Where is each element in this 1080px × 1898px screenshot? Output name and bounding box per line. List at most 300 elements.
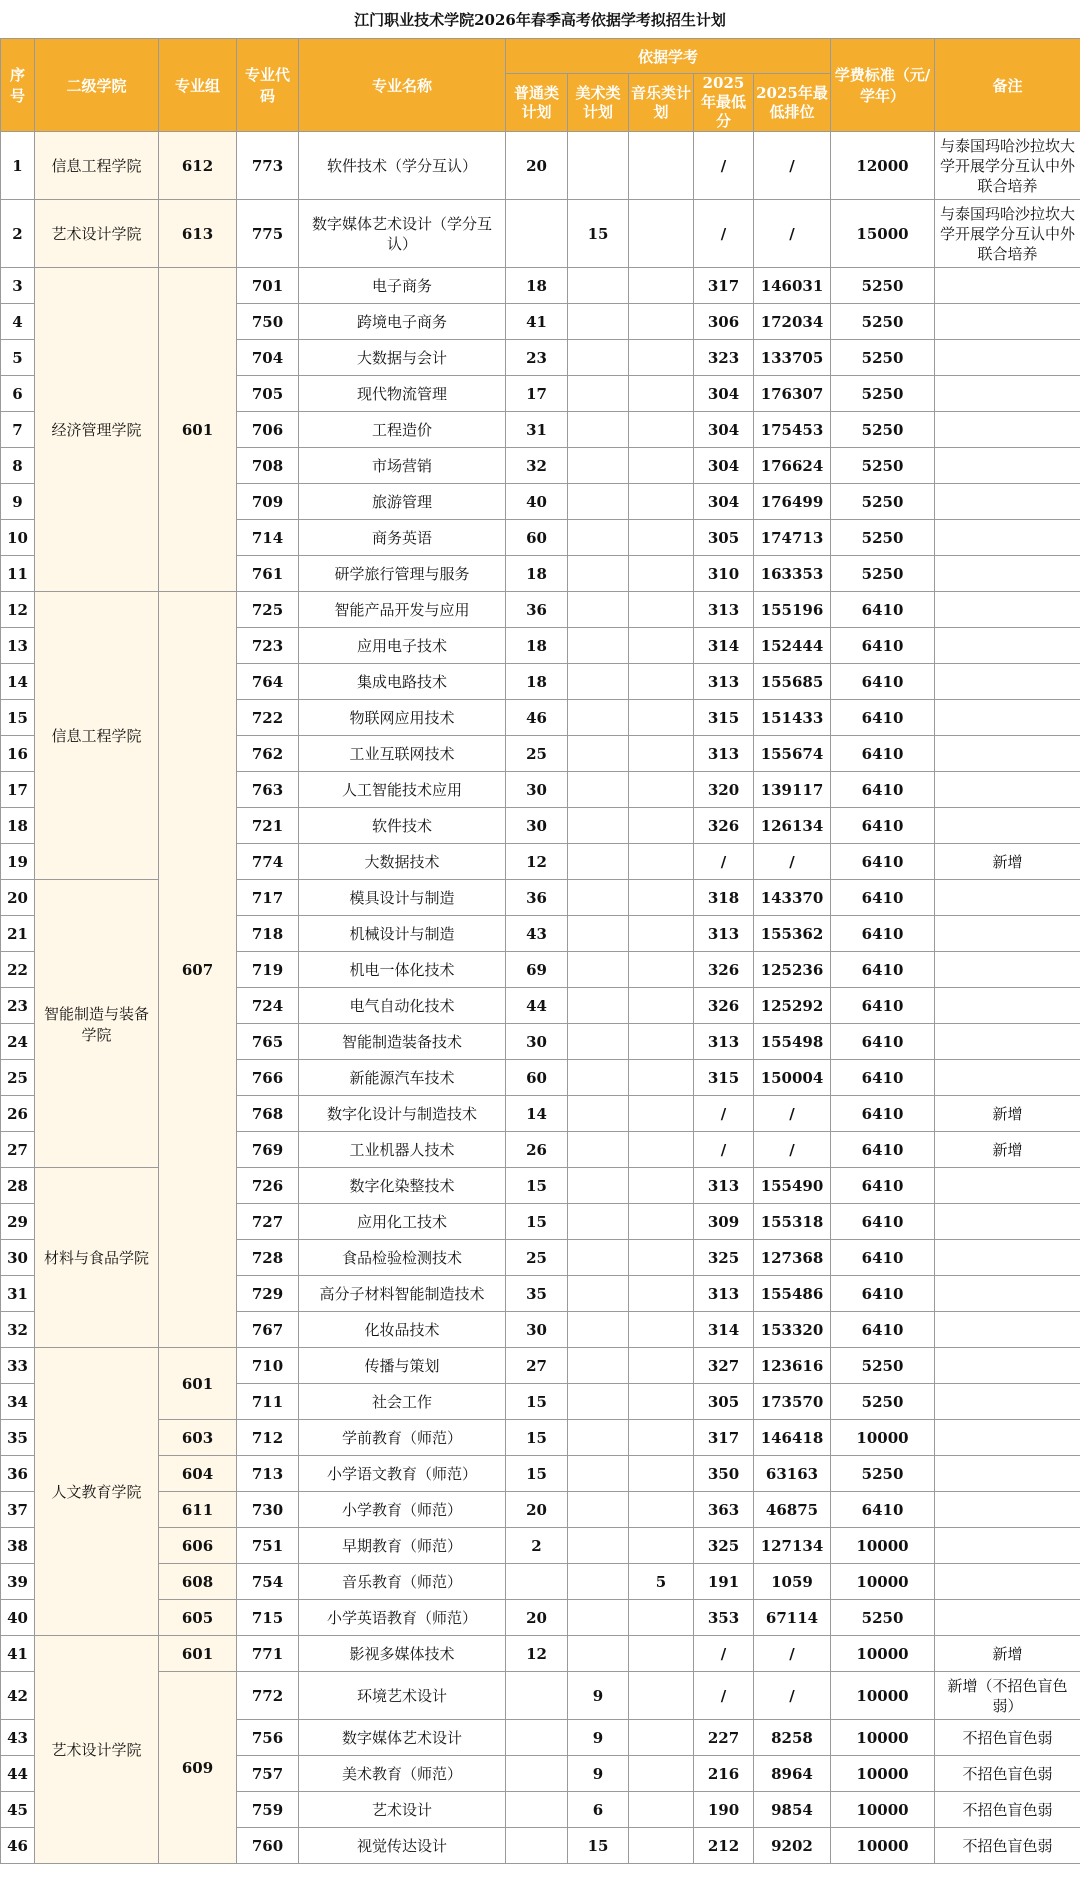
general-plan: 15 xyxy=(506,1204,568,1240)
row-seq: 4 xyxy=(1,304,35,340)
row-seq: 22 xyxy=(1,952,35,988)
art-plan xyxy=(568,268,629,304)
music-plan xyxy=(629,1720,694,1756)
header-basis: 依据学考 xyxy=(506,39,831,74)
art-plan xyxy=(568,988,629,1024)
remark xyxy=(935,1420,1080,1456)
music-plan xyxy=(629,736,694,772)
min-score: 326 xyxy=(694,988,754,1024)
min-score: 315 xyxy=(694,1060,754,1096)
tuition-fee: 6410 xyxy=(831,808,935,844)
general-plan: 69 xyxy=(506,952,568,988)
art-plan xyxy=(568,1636,629,1672)
tuition-fee: 6410 xyxy=(831,1132,935,1168)
remark: 不招色盲色弱 xyxy=(935,1792,1080,1828)
min-score: 313 xyxy=(694,664,754,700)
row-seq: 29 xyxy=(1,1204,35,1240)
min-rank: 176624 xyxy=(754,448,831,484)
min-rank: / xyxy=(754,1636,831,1672)
row-seq: 23 xyxy=(1,988,35,1024)
min-rank: 155498 xyxy=(754,1024,831,1060)
major-code: 710 xyxy=(237,1348,299,1384)
major-name: 音乐教育（师范） xyxy=(299,1564,506,1600)
art-plan xyxy=(568,628,629,664)
art-plan xyxy=(568,1060,629,1096)
tuition-fee: 10000 xyxy=(831,1636,935,1672)
art-plan: 6 xyxy=(568,1792,629,1828)
major-code: 704 xyxy=(237,340,299,376)
min-rank: 123616 xyxy=(754,1348,831,1384)
min-score: 313 xyxy=(694,1168,754,1204)
tuition-fee: 5250 xyxy=(831,412,935,448)
remark xyxy=(935,1492,1080,1528)
min-rank: / xyxy=(754,1096,831,1132)
min-score: 317 xyxy=(694,1420,754,1456)
general-plan xyxy=(506,1792,568,1828)
remark xyxy=(935,736,1080,772)
general-plan: 46 xyxy=(506,700,568,736)
general-plan: 20 xyxy=(506,132,568,200)
major-code: 766 xyxy=(237,1060,299,1096)
general-plan: 2 xyxy=(506,1528,568,1564)
general-plan: 12 xyxy=(506,844,568,880)
music-plan xyxy=(629,1756,694,1792)
table-header xyxy=(1,39,1080,132)
music-plan xyxy=(629,1096,694,1132)
music-plan xyxy=(629,1060,694,1096)
art-plan xyxy=(568,376,629,412)
general-plan: 41 xyxy=(506,304,568,340)
college-cell: 材料与食品学院 xyxy=(35,1168,159,1348)
row-seq: 37 xyxy=(1,1492,35,1528)
major-code: 762 xyxy=(237,736,299,772)
major-code: 763 xyxy=(237,772,299,808)
general-plan: 18 xyxy=(506,268,568,304)
general-plan: 14 xyxy=(506,1096,568,1132)
major-name: 环境艺术设计 xyxy=(299,1672,506,1720)
general-plan: 32 xyxy=(506,448,568,484)
major-name: 小学教育（师范） xyxy=(299,1492,506,1528)
major-code: 773 xyxy=(237,132,299,200)
min-rank: 155196 xyxy=(754,592,831,628)
tuition-fee: 10000 xyxy=(831,1672,935,1720)
group-cell: 601 xyxy=(159,268,237,592)
general-plan: 40 xyxy=(506,484,568,520)
group-cell: 605 xyxy=(159,1600,237,1636)
tuition-fee: 6410 xyxy=(831,1204,935,1240)
table-row xyxy=(1,1492,1080,1528)
major-name: 工业机器人技术 xyxy=(299,1132,506,1168)
tuition-fee: 6410 xyxy=(831,1492,935,1528)
remark: 不招色盲色弱 xyxy=(935,1828,1080,1864)
general-plan xyxy=(506,1756,568,1792)
row-seq: 15 xyxy=(1,700,35,736)
page-title: 江门职业技术学院2026年春季高考依据学考拟招生计划 xyxy=(354,10,726,29)
major-name: 工业互联网技术 xyxy=(299,736,506,772)
music-plan xyxy=(629,592,694,628)
tuition-fee: 6410 xyxy=(831,844,935,880)
min-rank: 176499 xyxy=(754,484,831,520)
group-cell: 606 xyxy=(159,1528,237,1564)
min-rank: 127368 xyxy=(754,1240,831,1276)
tuition-fee: 5250 xyxy=(831,1456,935,1492)
min-rank: 175453 xyxy=(754,412,831,448)
major-name: 影视多媒体技术 xyxy=(299,1636,506,1672)
major-code: 757 xyxy=(237,1756,299,1792)
min-score: 313 xyxy=(694,592,754,628)
general-plan: 60 xyxy=(506,520,568,556)
art-plan xyxy=(568,592,629,628)
major-code: 717 xyxy=(237,880,299,916)
tuition-fee: 5250 xyxy=(831,1384,935,1420)
tuition-fee: 6410 xyxy=(831,1276,935,1312)
table-row xyxy=(1,132,1080,200)
remark xyxy=(935,1564,1080,1600)
major-name: 跨境电子商务 xyxy=(299,304,506,340)
min-rank: 8964 xyxy=(754,1756,831,1792)
major-name: 艺术设计 xyxy=(299,1792,506,1828)
major-code: 709 xyxy=(237,484,299,520)
art-plan: 15 xyxy=(568,1828,629,1864)
min-rank: / xyxy=(754,844,831,880)
art-plan xyxy=(568,1456,629,1492)
general-plan: 44 xyxy=(506,988,568,1024)
min-score: 318 xyxy=(694,880,754,916)
music-plan xyxy=(629,1672,694,1720)
major-name: 模具设计与制造 xyxy=(299,880,506,916)
general-plan: 18 xyxy=(506,628,568,664)
tuition-fee: 6410 xyxy=(831,952,935,988)
major-name: 食品检验检测技术 xyxy=(299,1240,506,1276)
tuition-fee: 5250 xyxy=(831,1600,935,1636)
major-code: 775 xyxy=(237,200,299,268)
min-score: 304 xyxy=(694,484,754,520)
major-code: 765 xyxy=(237,1024,299,1060)
min-score: 310 xyxy=(694,556,754,592)
row-seq: 14 xyxy=(1,664,35,700)
music-plan xyxy=(629,132,694,200)
row-seq: 9 xyxy=(1,484,35,520)
tuition-fee: 6410 xyxy=(831,1060,935,1096)
tuition-fee: 10000 xyxy=(831,1720,935,1756)
min-rank: 8258 xyxy=(754,1720,831,1756)
min-rank: / xyxy=(754,1132,831,1168)
major-code: 719 xyxy=(237,952,299,988)
general-plan xyxy=(506,1564,568,1600)
remark xyxy=(935,1528,1080,1564)
header-college: 二级学院 xyxy=(35,39,159,132)
major-name: 学前教育（师范） xyxy=(299,1420,506,1456)
min-score: 304 xyxy=(694,448,754,484)
music-plan xyxy=(629,520,694,556)
major-code: 727 xyxy=(237,1204,299,1240)
min-rank: 46875 xyxy=(754,1492,831,1528)
row-seq: 42 xyxy=(1,1672,35,1720)
remark xyxy=(935,592,1080,628)
row-seq: 36 xyxy=(1,1456,35,1492)
min-score: 313 xyxy=(694,916,754,952)
art-plan xyxy=(568,1276,629,1312)
tuition-fee: 6410 xyxy=(831,1168,935,1204)
major-code: 729 xyxy=(237,1276,299,1312)
music-plan xyxy=(629,484,694,520)
header-code: 专业代码 xyxy=(237,39,299,132)
general-plan: 23 xyxy=(506,340,568,376)
min-score: 363 xyxy=(694,1492,754,1528)
min-score: / xyxy=(694,844,754,880)
major-code: 712 xyxy=(237,1420,299,1456)
major-code: 768 xyxy=(237,1096,299,1132)
tuition-fee: 6410 xyxy=(831,736,935,772)
min-rank: 150004 xyxy=(754,1060,831,1096)
min-score: 227 xyxy=(694,1720,754,1756)
major-name: 社会工作 xyxy=(299,1384,506,1420)
row-seq: 11 xyxy=(1,556,35,592)
table-row xyxy=(1,1348,1080,1384)
major-code: 728 xyxy=(237,1240,299,1276)
general-plan: 36 xyxy=(506,592,568,628)
major-name: 数字化设计与制造技术 xyxy=(299,1096,506,1132)
general-plan: 15 xyxy=(506,1384,568,1420)
min-score: 353 xyxy=(694,1600,754,1636)
min-rank: 133705 xyxy=(754,340,831,376)
table-row xyxy=(1,1600,1080,1636)
major-code: 767 xyxy=(237,1312,299,1348)
major-name: 大数据技术 xyxy=(299,844,506,880)
college-cell: 智能制造与装备学院 xyxy=(35,880,159,1168)
general-plan: 17 xyxy=(506,376,568,412)
music-plan xyxy=(629,340,694,376)
art-plan xyxy=(568,1240,629,1276)
min-score: 320 xyxy=(694,772,754,808)
remark xyxy=(935,412,1080,448)
art-plan xyxy=(568,1132,629,1168)
min-rank: 152444 xyxy=(754,628,831,664)
major-code: 708 xyxy=(237,448,299,484)
major-code: 769 xyxy=(237,1132,299,1168)
general-plan: 30 xyxy=(506,808,568,844)
tuition-fee: 6410 xyxy=(831,628,935,664)
music-plan xyxy=(629,880,694,916)
remark: 不招色盲色弱 xyxy=(935,1756,1080,1792)
general-plan xyxy=(506,1720,568,1756)
general-plan xyxy=(506,1672,568,1720)
major-name: 旅游管理 xyxy=(299,484,506,520)
art-plan xyxy=(568,736,629,772)
min-rank: 155490 xyxy=(754,1168,831,1204)
major-name: 数字媒体艺术设计（学分互认） xyxy=(299,200,506,268)
min-rank: 155674 xyxy=(754,736,831,772)
major-name: 工程造价 xyxy=(299,412,506,448)
tuition-fee: 10000 xyxy=(831,1420,935,1456)
major-code: 705 xyxy=(237,376,299,412)
major-name: 商务英语 xyxy=(299,520,506,556)
music-plan xyxy=(629,1792,694,1828)
remark xyxy=(935,1384,1080,1420)
row-seq: 16 xyxy=(1,736,35,772)
min-score: 327 xyxy=(694,1348,754,1384)
min-rank: 163353 xyxy=(754,556,831,592)
remark xyxy=(935,1024,1080,1060)
group-cell: 608 xyxy=(159,1564,237,1600)
row-seq: 6 xyxy=(1,376,35,412)
tuition-fee: 6410 xyxy=(831,592,935,628)
major-code: 761 xyxy=(237,556,299,592)
group-cell: 603 xyxy=(159,1420,237,1456)
remark: 新增 xyxy=(935,1636,1080,1672)
row-seq: 40 xyxy=(1,1600,35,1636)
general-plan: 20 xyxy=(506,1492,568,1528)
header-note: 备注 xyxy=(935,39,1080,132)
min-rank: 146418 xyxy=(754,1420,831,1456)
remark xyxy=(935,700,1080,736)
tuition-fee: 5250 xyxy=(831,376,935,412)
row-seq: 3 xyxy=(1,268,35,304)
min-rank: 125236 xyxy=(754,952,831,988)
min-rank: 155362 xyxy=(754,916,831,952)
major-code: 724 xyxy=(237,988,299,1024)
row-seq: 33 xyxy=(1,1348,35,1384)
remark xyxy=(935,1060,1080,1096)
major-name: 机电一体化技术 xyxy=(299,952,506,988)
remark xyxy=(935,304,1080,340)
tuition-fee: 5250 xyxy=(831,268,935,304)
music-plan xyxy=(629,1132,694,1168)
tuition-fee: 6410 xyxy=(831,880,935,916)
major-name: 现代物流管理 xyxy=(299,376,506,412)
remark: 新增 xyxy=(935,1096,1080,1132)
music-plan xyxy=(629,1312,694,1348)
min-score: 314 xyxy=(694,628,754,664)
art-plan xyxy=(568,556,629,592)
major-name: 智能产品开发与应用 xyxy=(299,592,506,628)
min-rank: 174713 xyxy=(754,520,831,556)
music-plan xyxy=(629,700,694,736)
tuition-fee: 10000 xyxy=(831,1828,935,1864)
min-rank: 155318 xyxy=(754,1204,831,1240)
general-plan: 18 xyxy=(506,664,568,700)
major-name: 机械设计与制造 xyxy=(299,916,506,952)
remark xyxy=(935,664,1080,700)
art-plan xyxy=(568,132,629,200)
min-rank: 63163 xyxy=(754,1456,831,1492)
row-seq: 21 xyxy=(1,916,35,952)
major-code: 711 xyxy=(237,1384,299,1420)
art-plan xyxy=(568,916,629,952)
major-name: 应用电子技术 xyxy=(299,628,506,664)
art-plan xyxy=(568,1492,629,1528)
general-plan: 30 xyxy=(506,772,568,808)
music-plan xyxy=(629,1168,694,1204)
general-plan: 26 xyxy=(506,1132,568,1168)
major-name: 软件技术 xyxy=(299,808,506,844)
table-row xyxy=(1,1420,1080,1456)
table-row xyxy=(1,592,1080,628)
min-score: / xyxy=(694,132,754,200)
tuition-fee: 6410 xyxy=(831,1240,935,1276)
art-plan: 9 xyxy=(568,1720,629,1756)
remark xyxy=(935,1276,1080,1312)
row-seq: 26 xyxy=(1,1096,35,1132)
general-plan: 43 xyxy=(506,916,568,952)
major-code: 715 xyxy=(237,1600,299,1636)
header-art: 美术类计划 xyxy=(568,74,629,132)
row-seq: 1 xyxy=(1,132,35,200)
remark xyxy=(935,628,1080,664)
tuition-fee: 5250 xyxy=(831,304,935,340)
table-row xyxy=(1,268,1080,304)
min-rank: 155685 xyxy=(754,664,831,700)
remark xyxy=(935,1456,1080,1492)
major-name: 数字化染整技术 xyxy=(299,1168,506,1204)
tuition-fee: 6410 xyxy=(831,1096,935,1132)
min-score: 305 xyxy=(694,1384,754,1420)
row-seq: 5 xyxy=(1,340,35,376)
row-seq: 20 xyxy=(1,880,35,916)
min-score: 191 xyxy=(694,1564,754,1600)
min-rank: 176307 xyxy=(754,376,831,412)
major-name: 市场营销 xyxy=(299,448,506,484)
art-plan xyxy=(568,1600,629,1636)
major-code: 764 xyxy=(237,664,299,700)
row-seq: 34 xyxy=(1,1384,35,1420)
music-plan: 5 xyxy=(629,1564,694,1600)
general-plan: 25 xyxy=(506,736,568,772)
general-plan: 18 xyxy=(506,556,568,592)
major-name: 美术教育（师范） xyxy=(299,1756,506,1792)
min-score: 216 xyxy=(694,1756,754,1792)
group-cell: 612 xyxy=(159,132,237,200)
general-plan: 27 xyxy=(506,1348,568,1384)
art-plan xyxy=(568,880,629,916)
row-seq: 24 xyxy=(1,1024,35,1060)
major-code: 772 xyxy=(237,1672,299,1720)
row-seq: 45 xyxy=(1,1792,35,1828)
row-seq: 2 xyxy=(1,200,35,268)
art-plan: 9 xyxy=(568,1672,629,1720)
major-code: 756 xyxy=(237,1720,299,1756)
general-plan: 20 xyxy=(506,1600,568,1636)
min-rank: 151433 xyxy=(754,700,831,736)
row-seq: 27 xyxy=(1,1132,35,1168)
tuition-fee: 6410 xyxy=(831,664,935,700)
art-plan xyxy=(568,1168,629,1204)
row-seq: 19 xyxy=(1,844,35,880)
major-name: 小学语文教育（师范） xyxy=(299,1456,506,1492)
remark xyxy=(935,808,1080,844)
min-score: 305 xyxy=(694,520,754,556)
music-plan xyxy=(629,664,694,700)
tuition-fee: 10000 xyxy=(831,1528,935,1564)
major-name: 研学旅行管理与服务 xyxy=(299,556,506,592)
major-name: 化妆品技术 xyxy=(299,1312,506,1348)
row-seq: 32 xyxy=(1,1312,35,1348)
group-cell: 601 xyxy=(159,1636,237,1672)
music-plan xyxy=(629,1348,694,1384)
row-seq: 17 xyxy=(1,772,35,808)
table-row xyxy=(1,1636,1080,1672)
table-row xyxy=(1,200,1080,268)
major-name: 传播与策划 xyxy=(299,1348,506,1384)
major-code: 718 xyxy=(237,916,299,952)
header-seq: 序号 xyxy=(1,39,35,132)
art-plan xyxy=(568,772,629,808)
remark xyxy=(935,952,1080,988)
music-plan xyxy=(629,916,694,952)
min-rank: 173570 xyxy=(754,1384,831,1420)
college-cell: 信息工程学院 xyxy=(35,132,159,200)
art-plan xyxy=(568,1384,629,1420)
